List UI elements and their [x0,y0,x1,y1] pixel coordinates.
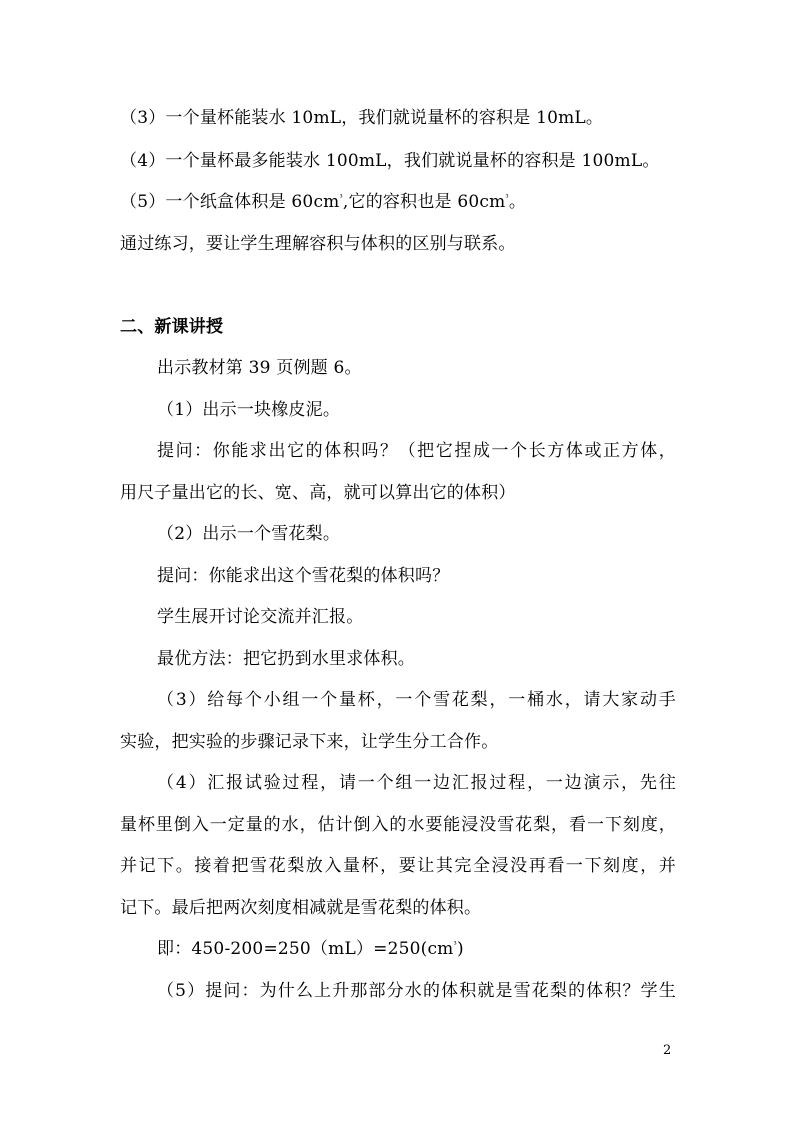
calculation-text [157,938,464,960]
section-heading: 二、新课讲授 [120,317,224,337]
textbook-reference: 出示教材第 39 页例题 6。 [157,358,362,378]
exercise-5-text [120,191,526,213]
cubic-superscript: ³ [339,193,343,202]
calculation-part-a: 即：450-200=250（mL）=250(cm [157,939,454,959]
exercise-3-text: （3）一个量杯能装水 10mL，我们就说量杯的容积是 10mL。 [120,108,604,128]
step-4-line-1: （4）汇报试验过程，请一个组一边汇报过程，一边演示，先往 [157,773,676,793]
cubic-superscript: ³ [453,940,457,949]
step-4-line-3: 并记下。接着把雪花梨放入量杯，要让其完全浸没再看一下刻度，并 [120,856,676,876]
step-5-line-1: （5）提问：为什么上升那部分水的体积就是雪花梨的体积？学生 [157,981,676,1001]
question-2-text: 提问：你能求出这个雪花梨的体积吗？ [157,566,450,586]
cubic-superscript: ³ [505,193,509,202]
exercise-5-part-b: ,它的容积也是 60cm [342,192,506,212]
discussion-text: 学生展开讨论交流并汇报。 [157,607,364,627]
calculation-part-b: ) [456,939,464,959]
question-1-line-1: 提问：你能求出它的体积吗？（把它捏成一个长方体或正方体， [157,441,676,461]
step-3-line-1: （3）给每个小组一个量杯，一个雪花梨，一桶水，请大家动手 [157,690,676,710]
step-4-line-2: 量杯里倒入一定量的水，估计倒入的水要能浸没雪花梨，看一下刻度， [120,815,676,835]
step-4-line-4: 记下。最后把两次刻度相减就是雪花梨的体积。 [120,898,482,918]
step-1-text: （1）出示一块橡皮泥。 [157,400,341,420]
page-number: 2 [663,1043,672,1058]
exercise-5-part-a: （5）一个纸盒体积是 60cm [120,192,340,212]
exercise-4-text: （4）一个量杯最多能装水 100mL，我们就说量杯的容积是 100mL。 [120,151,660,171]
step-3-line-2: 实验，把实验的步骤记录下来，让学生分工合作。 [120,732,499,752]
question-1-line-2: 用尺子量出它的长、宽、高，就可以算出它的体积） [120,483,516,503]
best-method-text: 最优方法：把它扔到水里求体积。 [157,649,415,669]
practice-summary: 通过练习，要让学生理解容积与体积的区别与联系。 [120,234,516,254]
step-2-text: （2）出示一个雪花梨。 [157,524,341,544]
exercise-5-part-c: 。 [508,192,527,212]
